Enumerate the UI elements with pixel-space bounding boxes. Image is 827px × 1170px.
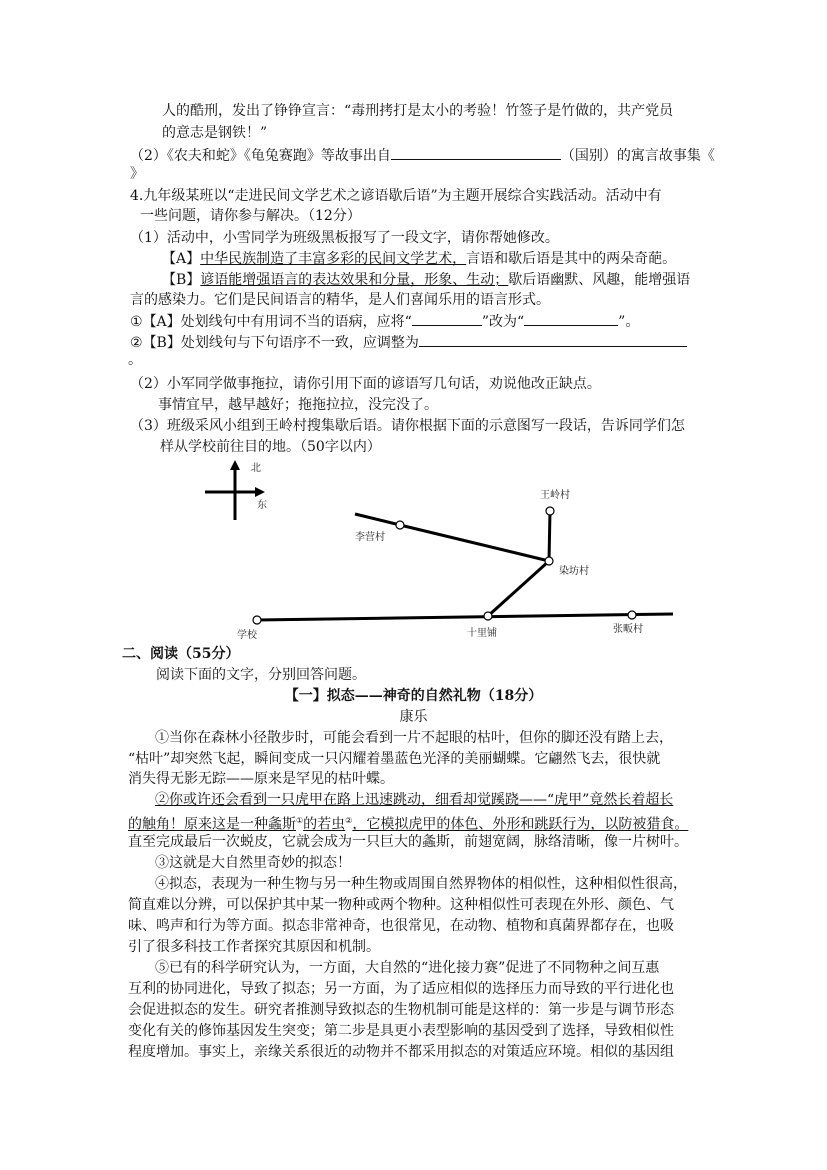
text-segment: 的若虫 [303,816,346,833]
sub-question-1 [130,311,639,332]
text-line: 简直难以分辨，可以保护其中某一物种或两个物种。这种相似性可表现在外形、颜色、气 [128,897,674,913]
text-line: 变化有关的修饰基因发生突变；第二步是具更小表型影响的基因受到了选择，导致相似性 [128,1023,674,1039]
part-2-intro: （2）小军同学做事拖拉，请你引用下面的谚语写几句话，劝说他改正缺点。 [130,376,601,392]
footnote-mark[interactable]: ② [345,816,353,825]
text-line: 会促进拟态的发生。研究者推测导致拟态的生物机制可能是这样的：第一步是与调节形态 [128,1002,674,1018]
compass-north-label: 北 [251,463,261,474]
tag-b: 【B】 [162,272,201,288]
paragraph-1: ①当你在森林小径散步时，可能会看到一片不起眼的枯叶，但你的脚还没有踏上去， [155,730,673,746]
paragraph-2-underlined: ②你或许还会看到一只虎甲在路上迅速跳动，细看却觉蹊跷——“虎甲”竟然长着超长 [155,792,674,808]
node-school [253,616,261,624]
text-segment: ”改为“ [481,314,525,330]
text-line: 直至完成最后一次蜕皮，它就会成为一只巨大的螽斯，前翅宽阔，脉络清晰，像一片树叶。 [128,834,688,850]
underlined-sentence-b: 谚语能增强语言的表达效果和分量，形象、生动； [200,272,509,288]
text-line: 一些问题，请你参与解决。（12分） [140,208,361,224]
text-line: 的意志是钢铁！” [162,125,268,141]
text-segment: ，它模拟虎甲的体色、外形和跳跃行为，以防被猎食。 [352,816,689,833]
text-line: 味、鸣声和行为等方面。拟态非常神奇，也很常见，在动物、植物和真菌界都存在，也吸 [128,918,674,934]
proverb-quote: 事情宜早，越早越好；拖拖拉拉，没完没了。 [158,397,438,413]
place-label-liying: 李营村 [355,532,385,543]
place-label-wangling: 王岭村 [540,490,570,501]
sub-question-2 [130,332,687,353]
place-label-zhangfan: 张畈村 [613,624,643,635]
text-line: 互利的协同进化，导致了拟态；另一方面，为了适应相似的选择压力而导致的平行进化也 [128,981,674,997]
text-segment: （2）《农夫和蛇》《龟兔赛跑》等故事出自 [130,148,391,164]
compass-east-label: 东 [257,500,267,511]
paragraph-5: ⑤已有的科学研究认为，一方面，大自然的“进化接力赛”促进了不同物种之间互惠 [155,960,660,976]
footnote-mark[interactable]: ① [296,816,304,825]
text-segment: ”。 [618,314,640,330]
answer-blank[interactable] [419,332,687,347]
question-4-intro: 4.九年级某班以“走进民间文学艺术之谚语歇后语”为主题开展综合实践活动。活动中有 [130,188,662,204]
node-liying [396,521,404,529]
text-segment: ①【A】处划线句中有用词不当的语病，应将“ [130,314,412,330]
answer-blank[interactable] [524,311,618,326]
text-line: 人的酷刑，发出了铮铮宣言：“毒刑拷打是太小的考验！竹签子是竹做的，共产党员 [162,103,674,119]
text-line: 》 [130,166,144,182]
instruction: 阅读下面的文字，分别回答问题。 [156,667,366,683]
part-3-intro: （3）班级采风小组到王岭村搜集歇后语。请你根据下面的示意图写一段话，告诉同学们怎 [130,418,685,434]
tag-a: 【A】 [162,251,201,267]
node-ranfang [545,557,553,565]
route-map [195,458,685,640]
text-segment: 的触角！原来这是一种螽斯 [128,816,296,833]
paragraph-4: ④拟态，表现为一种生物与另一种生物或周围自然界物体的相似性，这种相似性很高， [155,876,687,892]
road-main [257,614,673,620]
paragraph-3: ③这就是大自然里奇妙的拟态！ [155,855,351,871]
node-wangling [546,507,554,515]
road-liying-west [355,514,400,525]
section-heading: 二、阅读（55分） [122,646,240,662]
text-segment: 歇后语幽默、风趣，能增强语 [508,272,691,288]
text-segment: ②【B】处划线句与下句语序不一致，应调整为 [130,335,419,351]
text-line: “枯叶”却突然飞起，瞬间变成一只闪耀着墨蓝色光泽的美丽蝴蝶。它翩然飞去，很快就 [128,751,661,767]
paragraph-b [162,270,690,290]
text-line: 言的感染力。它们是民间语言的精华，是人们喜闻乐用的语言形式。 [130,292,550,308]
text-line: 样从学校前往目的地。（50字以内） [160,439,381,455]
part-1-intro: （1）活动中，小雪同学为班级黑板报写了一段文字，请你帮她修改。 [130,230,559,246]
text-line: 程度增加。事实上，亲缘关系很近的动物并不都采用拟态的对策适应环境。相似的基因组 [128,1044,674,1060]
question-2-line [130,145,715,166]
text-line: 。 [128,352,142,368]
article-author: 康乐 [399,709,428,725]
place-label-school: 学校 [237,630,257,640]
compass-north-arrowhead [230,460,240,470]
text-segment: （国别）的寓言故事集《 [560,148,715,164]
answer-blank[interactable] [412,311,482,326]
underlined-sentence-a: 中华民族制造了丰富多彩的民间文学艺术， [200,251,467,267]
paragraph-a [162,249,676,269]
text-line: 引了很多科技工作者探究其原因和机制。 [128,939,380,955]
article-title: 【一】拟态——神奇的自然礼物（18分） [284,688,543,704]
road-ranfang-shili [488,561,549,616]
node-shili [484,612,492,620]
compass-east-arrowhead [255,487,265,497]
place-label-ranfang: 染坊村 [559,566,589,577]
answer-blank[interactable] [391,145,561,160]
road-liying-ranfang [400,525,549,561]
node-zhangfan [628,611,636,619]
text-line: 消失得无影无踪——原来是罕见的枯叶蝶。 [128,771,394,787]
road-wangling-ranfang [549,511,550,561]
place-label-shili: 十里铺 [467,628,497,639]
text-segment: 言语和歇后语是其中的两朵奇葩。 [466,251,677,267]
